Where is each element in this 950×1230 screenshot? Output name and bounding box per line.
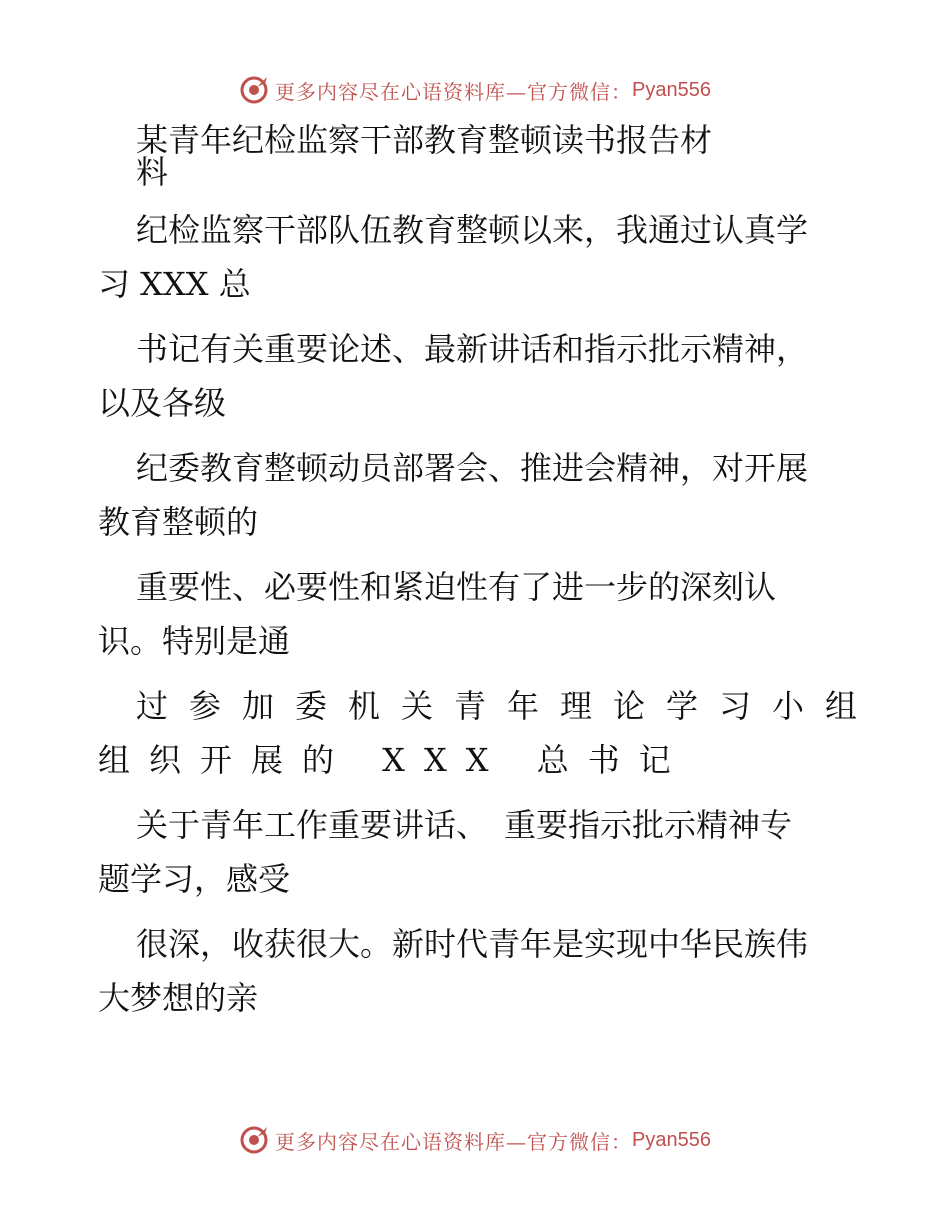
paragraph-line: 题学习，感受 [98,860,291,898]
paragraph-line: 大梦想的亲 [98,979,259,1017]
quill-logo-icon [239,1125,269,1155]
paragraph-line: 过参加委机关青年理论学习小组 [136,687,879,725]
paragraph-line: 以及各级 [98,384,227,422]
paragraph-line: 组织开展的 XXX 总书记 [98,741,690,779]
paragraph-line: 教育整顿的 [98,503,259,541]
paragraph-line: 纪委教育整顿动员部署会、推进会精神，对开展 [136,449,809,487]
document-title-line-1: 某青年纪检监察干部教育整顿读书报告材 [136,121,713,159]
header-watermark-banner [0,70,950,110]
quill-logo-icon [239,75,269,105]
paragraph-line: 习 XXX 总 [98,265,251,303]
paragraph-line: 纪检监察干部队伍教育整顿以来，我通过认真学 [136,211,809,249]
footer-watermark-banner [0,1120,950,1160]
banner-text: 更多内容尽在心语资料库—官方微信： [275,1129,633,1154]
document-body [98,121,879,1017]
banner-text: 更多内容尽在心语资料库—官方微信： [275,79,633,104]
paragraph-line: 很深，收获很大。新时代青年是实现中华民族伟 [136,925,809,963]
banner-wechat-id: Pyan556 [632,1128,711,1151]
paragraph-line: 关于青年工作重要讲话、 重要指示批示精神专 [136,806,793,844]
paragraph-line: 书记有关重要论述、最新讲话和指示批示精神， [136,330,809,368]
banner-wechat-id: Pyan556 [632,78,711,101]
paragraph-line: 识。特别是通 [98,622,291,660]
document-title-line-2: 料 [136,153,169,191]
paragraph-line: 重要性、必要性和紧迫性有了进一步的深刻认 [136,568,777,606]
